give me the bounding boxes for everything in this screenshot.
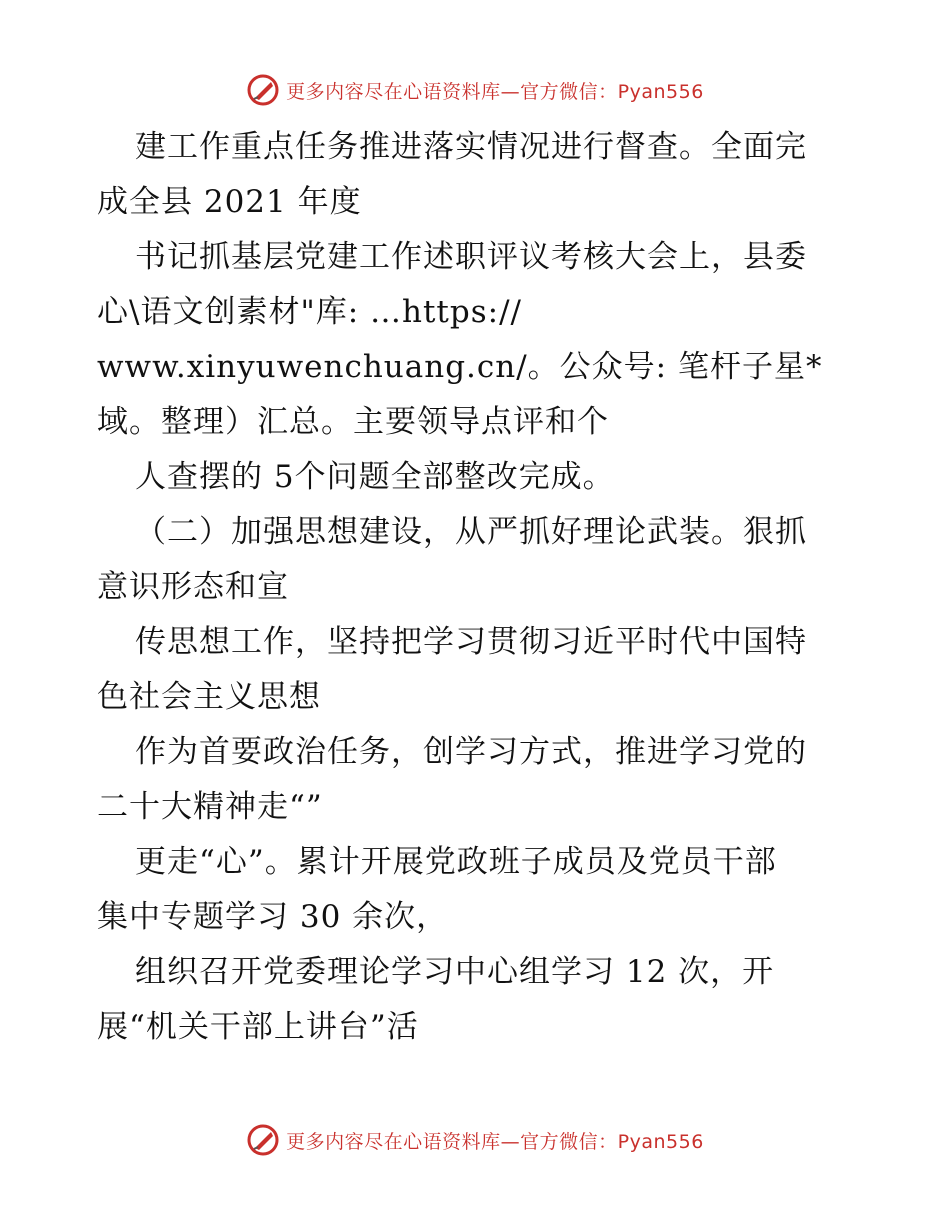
- text-line: www.xinyuwenchuang.cn/。公众号: 笔杆子星*: [97, 349, 823, 385]
- header-watermark-text: 更多内容尽在心语资料库—官方微信：Pyan556: [286, 80, 704, 103]
- text-line: 色社会主义思想: [97, 679, 321, 715]
- text-line: 成全县 2021 年度: [97, 184, 362, 220]
- text-line: 作为首要政治任务，创学习方式，推进学习党的: [135, 734, 807, 770]
- footer-watermark-text: 更多内容尽在心语资料库—官方微信：Pyan556: [286, 1130, 704, 1153]
- text-line: 组织召开党委理论学习中心组学习 12 次，开: [135, 954, 775, 990]
- quill-logo-icon: [246, 73, 280, 107]
- text-line: 展“机关干部上讲台”活: [97, 1009, 419, 1045]
- text-line: 二十大精神走“”: [97, 789, 323, 825]
- text-line: （二）加强思想建设，从严抓好理论武装。狠抓: [135, 514, 807, 550]
- text-line: 人查摆的 5个问题全部整改完成。: [135, 459, 615, 495]
- text-line: 心\语文创素材"库: …https://: [97, 294, 522, 330]
- text-line: 更走“心”。累计开展党政班子成员及党员干部: [135, 844, 777, 880]
- text-line: 意识形态和宣: [97, 569, 289, 605]
- text-line: 域。整理）汇总。主要领导点评和个: [97, 404, 609, 440]
- text-line: 集中专题学习 30 余次，: [97, 899, 449, 935]
- quill-logo-icon: [246, 1123, 280, 1157]
- document-body: [97, 120, 857, 1055]
- text-line: 建工作重点任务推进落实情况进行督查。全面完: [135, 129, 807, 165]
- footer-watermark: [0, 1120, 950, 1160]
- text-line: 传思想工作，坚持把学习贯彻习近平时代中国特: [135, 624, 807, 660]
- header-watermark: [0, 70, 950, 110]
- text-line: 书记抓基层党建工作述职评议考核大会上，县委: [135, 239, 807, 275]
